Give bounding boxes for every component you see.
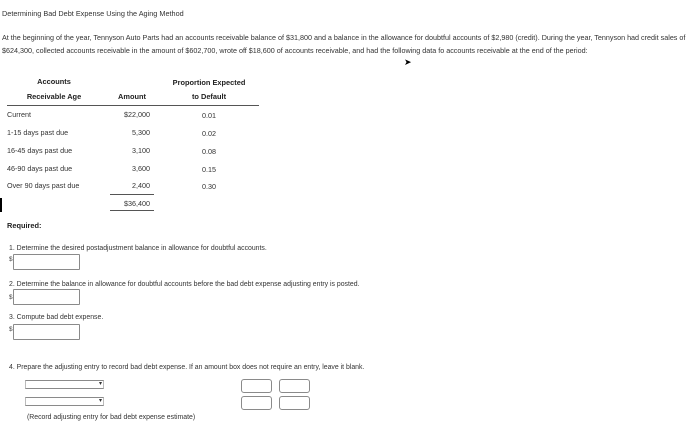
col-header-amount: Amount xyxy=(118,92,146,101)
left-edge-bar xyxy=(0,198,2,212)
total-rule-top xyxy=(110,194,154,195)
table-row-age: Over 90 days past due xyxy=(7,181,80,190)
table-row-amount: 3,100 xyxy=(132,146,150,155)
header-divider xyxy=(7,105,259,106)
table-row-amount: $22,000 xyxy=(124,110,150,119)
table-row-proportion: 0.01 xyxy=(202,111,216,120)
q2-answer-input[interactable] xyxy=(13,289,80,305)
question-3: 3. Compute bad debt expense. xyxy=(9,314,104,321)
table-row-proportion: 0.30 xyxy=(202,182,216,191)
col-header-prop-line2: to Default xyxy=(191,92,227,101)
journal-account-select-1[interactable] xyxy=(25,380,104,389)
col-header-prop-line1: Proportion Expected xyxy=(172,78,246,87)
q1-answer-input[interactable] xyxy=(13,254,80,270)
table-row-amount: 2,400 xyxy=(132,181,150,190)
table-row-age: 16-45 days past due xyxy=(7,146,73,155)
currency-symbol: $ xyxy=(9,294,13,301)
table-row-age: 46-90 days past due xyxy=(7,164,73,173)
table-row-proportion: 0.15 xyxy=(202,165,216,174)
journal-account-select-2[interactable] xyxy=(25,397,104,406)
table-row-proportion: 0.02 xyxy=(202,129,216,138)
table-total-amount: $36,400 xyxy=(124,199,150,208)
problem-intro: At the beginning of the year, Tennyson Auto Parts had an accounts receivable balance of $31,800 and a balance in the allowance for doubtful accounts of $2,980 (credit). During the year, Tennyson had credit sales of $624,300, collected accounts receivable in the amount of $602,700, wrote off $18,600 of accounts receivable, and had the following data fo accounts receivable at the end of the period: xyxy=(2,33,686,55)
question-4: 4. Prepare the adjusting entry to record bad debt expense. If an amount box does not require an entry, leave it blank. xyxy=(9,364,365,371)
table-row-proportion: 0.08 xyxy=(202,147,216,156)
chevron-down-icon: ▾ xyxy=(98,381,102,387)
credit-amount-input-2[interactable] xyxy=(279,396,310,410)
col-header-age-line1: Accounts xyxy=(37,77,71,86)
debit-amount-input-2[interactable] xyxy=(241,396,272,410)
table-row-amount: 3,600 xyxy=(132,164,150,173)
credit-amount-input-1[interactable] xyxy=(279,379,310,393)
col-header-age-line2: Receivable Age xyxy=(26,92,82,101)
chevron-down-icon: ▾ xyxy=(98,398,102,404)
question-2: 2. Determine the balance in allowance for doubtful accounts before the bad debt expense adjusting entry is posted. xyxy=(9,281,360,288)
table-row-age: 1-15 days past due xyxy=(7,128,69,137)
currency-symbol: $ xyxy=(9,256,13,263)
page-title: Determining Bad Debt Expense Using the Aging Method xyxy=(2,9,184,18)
debit-amount-input-1[interactable] xyxy=(241,379,272,393)
journal-caption: (Record adjusting entry for bad debt expense estimate) xyxy=(27,414,196,421)
currency-symbol: $ xyxy=(9,326,13,333)
q3-answer-input[interactable] xyxy=(13,324,80,340)
question-1: 1. Determine the desired postadjustment balance in allowance for doubtful accounts. xyxy=(9,245,267,252)
table-row-amount: 5,300 xyxy=(132,128,150,137)
required-heading: Required: xyxy=(7,221,42,230)
total-rule-bottom xyxy=(110,210,154,211)
mouse-pointer-icon: ➤ xyxy=(404,57,412,67)
table-row-age: Current xyxy=(7,110,31,119)
